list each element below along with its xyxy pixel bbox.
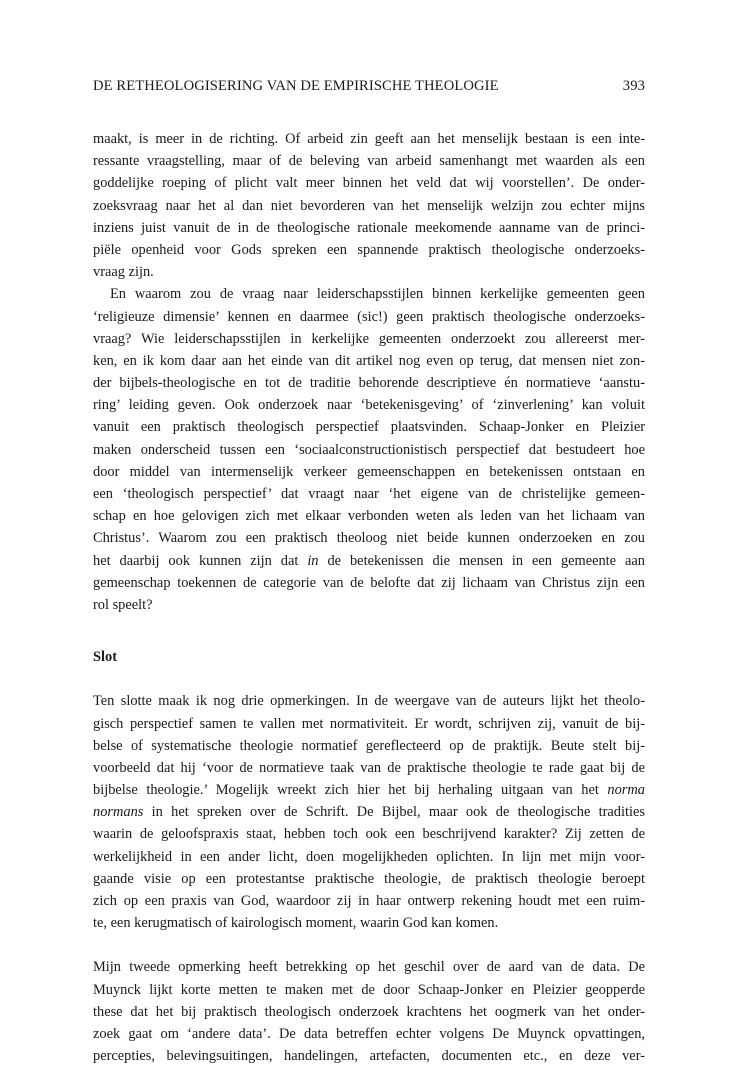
paragraph-1: [93, 128, 645, 283]
page-number: 393: [622, 78, 645, 94]
text-line: Muynck lijkt korte metten te maken met de door Schaap-Jonker en Pleizier geopperde: [93, 981, 645, 998]
text-line: zoeksvraag naar het al dan niet bevorderen van het menselijk welzijn zou echter mijns: [93, 197, 645, 214]
text-line: maken onderscheid tussen een ‘sociaalconstructionistisch perspectief dat bestudeert hoe: [93, 441, 645, 458]
text-line: maakt, is meer in de richting. Of arbeid zin geeft aan het menselijk bestaan is een inte-: [93, 131, 645, 147]
text-line: een ‘theologisch perspectief’ dat vraagt naar ‘het eigene van de christelijke gemeen-: [93, 486, 645, 502]
text-run: het daarbij ook kunnen zijn dat: [93, 552, 308, 569]
text-line: ring’ leiding geven. Ook onderzoek naar ‘betekenisgeving’ of ‘zinverlening’ kan voluit: [93, 397, 645, 414]
text-line: piële openheid voor Gods spreken een spannende praktisch theologische onderzoeks-: [93, 241, 645, 258]
italic-word: in: [307, 552, 319, 569]
spacer: [93, 616, 645, 646]
text-line: werkelijkheid in een ander licht, doen mogelijkheden oplichten. In lijn met mijn voor-: [93, 848, 645, 865]
text-line: percepties, belevingsuitingen, handelingen, artefacten, documenten etc., en deze ver-: [93, 1048, 645, 1065]
text-line: gaande visie op een protestantse praktische theologie, de praktisch theologie beroept: [93, 870, 645, 887]
italic-word: norma: [607, 782, 645, 799]
text-run: bijbelse theologie.’ Mogelijk wreekt zich hier het bij herhaling uitgaan van het: [93, 782, 608, 799]
text-line: ken, en ik kom daar aan het einde van dit artikel nog even op terug, dat mensen niet zon-: [93, 352, 645, 369]
text-line: [93, 550, 645, 572]
text-line: En waarom zou de vraag naar leiderschapsstijlen binnen kerkelijke gemeenten geen: [110, 286, 645, 303]
text-line: ‘religieuze dimensie’ kennen en daarmee (sic!) geen praktisch theologische onderzoeks-: [93, 308, 645, 325]
text-line: gemeenschap toekennen de categorie van de belofte dat zij lichaam van Christus zijn een: [93, 574, 645, 591]
spacer: [93, 668, 645, 690]
text-line: te, een kerugmatisch of kairologisch moment, waarin God kan komen.: [93, 915, 499, 932]
text-run: de betekenissen die mensen in een gemeente aan: [318, 552, 645, 569]
spacer: [93, 934, 645, 956]
text-line: schap en hoe gelovigen zich met elkaar verbonden weten als leden van het lichaam van: [93, 508, 645, 525]
paragraph-4: [93, 956, 645, 1067]
text-line: Ten slotte maak ik nog drie opmerkingen. In de weergave van de auteurs lijkt het theolo-: [93, 693, 645, 710]
text-line: these dat het bij praktisch theologisch onderzoek krachtens het oogmerk van het onder-: [93, 1003, 645, 1020]
text-line: rol speelt?: [93, 596, 153, 613]
running-title: DE RETHEOLOGISERING VAN DE EMPIRISCHE THEOLOGIE: [93, 78, 499, 94]
text-line: door middel van intermenselijk verkeer gemeenschappen en betekenissen ontstaan en: [93, 463, 645, 480]
text-line: zoek gaat om ‘andere data’. De data betreffen echter volgens De Muynck opvattingen,: [93, 1025, 645, 1042]
text-line: belse of systematische theologie normatief gereflecteerd op de praktijk. Beute stelt bij-: [93, 737, 645, 754]
text-line: [93, 801, 645, 823]
text-line: [93, 779, 645, 801]
text-line: waarin de geloofspraxis staat, hebben toch ook een beschrijvend karakter? Zij zetten de: [93, 826, 645, 843]
running-header: [93, 78, 645, 98]
page-body: [93, 128, 645, 1067]
italic-word: normans: [93, 804, 144, 821]
text-line: vraag? Wie leiderschapsstijlen in kerkelijke gemeenten onderzoekt zou allereerst mer-: [93, 330, 645, 347]
text-line: zich op een praxis van God, waardoor zij in haar ontwerp rekening houdt met een ruim-: [93, 893, 645, 909]
text-line: voorbeeld dat hij ‘voor de normatieve taak van de praktische theologie te rade gaat bij de: [93, 759, 645, 776]
text-line: der bijbels-theologische en tot de traditie behorende descriptieve én normatieve ‘aanstu-: [93, 375, 645, 392]
text-line: Christus’. Waarom zou een praktisch theoloog niet beide kunnen onderzoeken en zou: [93, 530, 645, 547]
text-line: vraag zijn.: [93, 264, 154, 281]
paragraph-3: [93, 690, 645, 934]
text-line: ressante vraagstelling, maar of de beleving van arbeid samenhangt met waarden als een: [93, 153, 645, 170]
text-line: inziens juist vanuit de in de theologische rationale meekomende aanname van de princi-: [93, 219, 645, 236]
text-line: Mijn tweede opmerking heeft betrekking op het geschil over de aard van de data. De: [93, 959, 645, 976]
paragraph-2: [93, 283, 645, 616]
section-heading: Slot: [93, 649, 117, 666]
text-line: vanuit een praktisch theologisch perspectief plaatsvinden. Schaap-Jonker en Pleizier: [93, 419, 645, 436]
text-run: in het spreken over de Schrift. De Bijbel, maar ook de theologische tradities: [143, 804, 645, 821]
text-line: goddelijke roeping of plicht valt meer binnen het veld dat wij voorstellen’. De onder-: [93, 175, 645, 192]
text-line: gisch perspectief samen te vallen met normativiteit. Er wordt, schrijven zij, vanuit de bij-: [93, 715, 645, 732]
